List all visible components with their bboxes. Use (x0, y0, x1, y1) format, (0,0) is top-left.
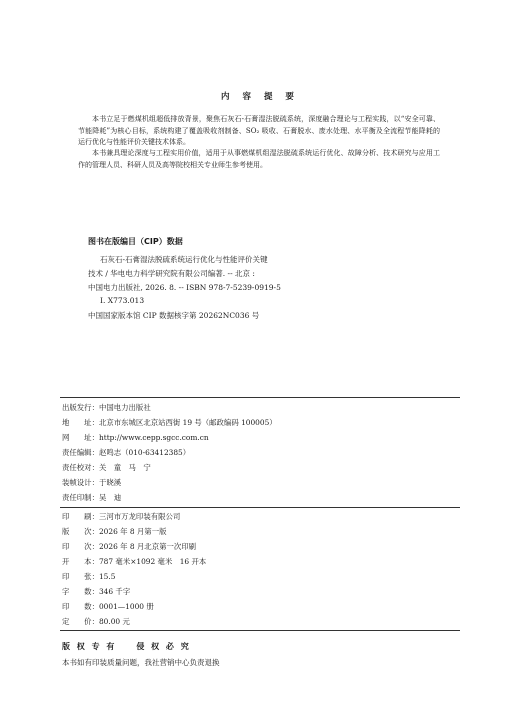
cip-line-2: 技术 / 华电电力科学研究院有限公司编著. -- 北京 : (88, 269, 255, 278)
cip-heading: 图书在版编目（CIP）数据 (88, 237, 183, 246)
printing-row: 印 次：2026 年 8 月北京第一次印刷 (62, 542, 197, 551)
printing-row: 开 本：787 毫米×1092 毫米 16 开本 (62, 557, 207, 566)
publication-row: 出版发行：中国电力出版社 (62, 403, 151, 412)
summary-title: 内 容 提 要 (221, 92, 299, 102)
summary-paragraph-1: 本书立足于燃煤机组超低排放背景，聚焦石灰石-石膏湿法脱硫系统，深度融合理论与工程实践，以“安全可靠、节能降耗”为核心目标，系统构建了覆盖吸收剂制备、SO₂ 吸收、石膏脱水、废水处理、水平衡及全流程节能降耗的运行优化与性能评价关键技术体系。 (78, 115, 440, 146)
cip-line-1: 石灰石-石膏湿法脱硫系统运行优化与性能评价关键 (100, 255, 268, 264)
publication-row: 装帧设计：于晓溪 (62, 478, 122, 487)
cip-line-5: 中国国家版本馆 CIP 数据核字第 20262NC036 号 (88, 311, 260, 320)
printing-row: 印 张：15.5 (62, 572, 116, 581)
printing-row: 印 刷：三河市万龙印装有限公司 (62, 512, 181, 521)
printing-row: 印 数：0001—1000 册 (62, 602, 154, 611)
publication-row: 责任印制：吴 迪 (62, 493, 122, 502)
printing-row: 字 数：346 千字 (62, 587, 131, 596)
divider-top (60, 397, 460, 398)
cip-line-4: Ⅰ. X773.013 (100, 296, 145, 305)
publication-row: 网 址：http://www.cepp.sgcc.com.cn (62, 433, 209, 442)
divider-middle (60, 507, 460, 508)
printing-row: 版 次：2026 年 8 月第一版 (62, 527, 167, 536)
summary-paragraph-2: 本书兼具理论深度与工程实用价值，适用于从事燃煤机组湿法脱硫系统运行优化、故障分析、技术研究与应用工作的管理人员、科研人员及高等院校相关专业师生参考使用。 (78, 149, 440, 169)
divider-bottom (60, 630, 460, 631)
printing-row: 定 价：80.00 元 (62, 617, 130, 626)
copyright-text: 本书如有印装质量问题，我社营销中心负责退换 (62, 658, 220, 667)
copyright-heading: 版 权 专 有 侵 权 必 究 (62, 642, 191, 651)
publication-row: 责任编辑：赵鸣志（010-63412385） (62, 448, 191, 457)
publication-row: 责任校对：关 童 马 宁 (62, 463, 151, 472)
cip-line-3: 中国电力出版社, 2026. 8. -- ISBN 978-7-5239-0919-5 (88, 283, 281, 292)
publication-row: 地 址：北京市东城区北京站西街 19 号（邮政编码 100005） (62, 418, 277, 427)
